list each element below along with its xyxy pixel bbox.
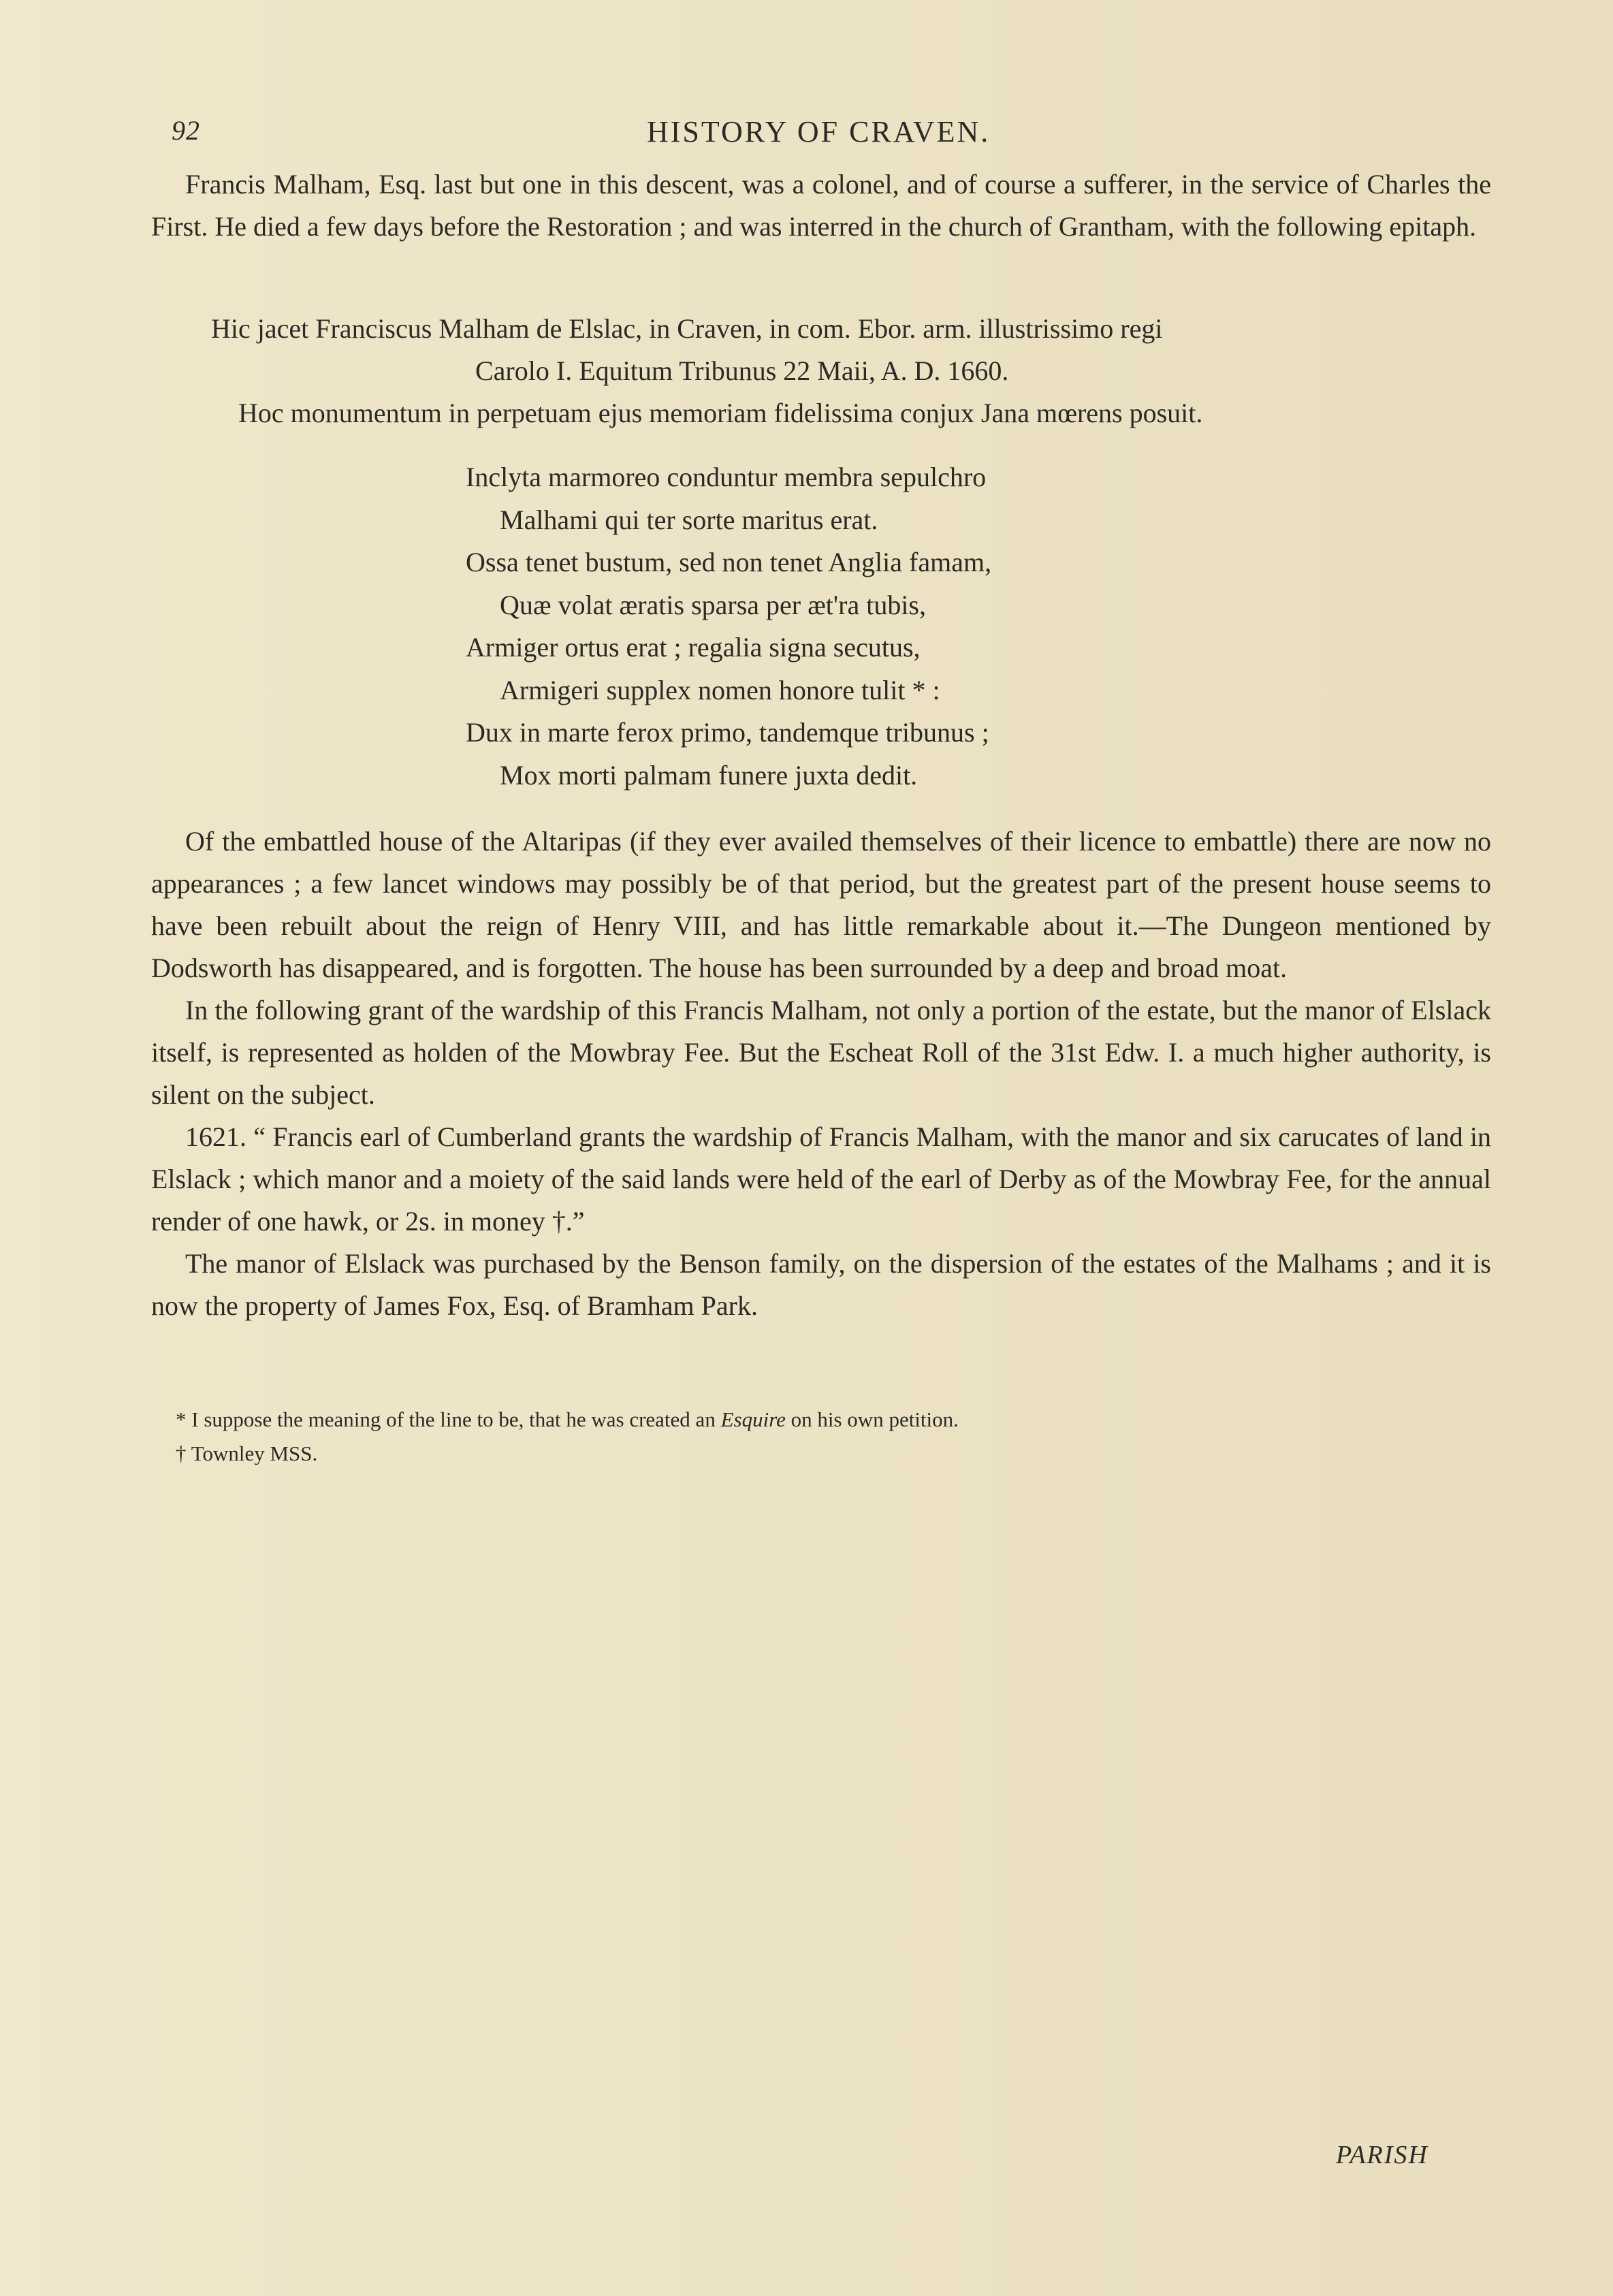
body-paragraph-1: Of the embattled house of the Altaripas (if they ever availed themselves of their licence to embattle) there are now no appearances ; a few lancet windows may possibly be of that period, but the greatest part of the present house seems to have been rebuilt about the reign of Henry VIII, and has little remarkable about it.—The Dungeon mentioned by Dodsworth has disappeared, and is forgotten. The house has been surrounded by a deep and broad moat. — [151, 826, 1491, 983]
footnote-1-text-end: on his own petition. — [785, 1407, 959, 1431]
verse-line-3: Ossa tenet bustum, sed non tenet Anglia famam, — [466, 547, 992, 577]
running-title: HISTORY OF CRAVEN. — [647, 115, 991, 148]
verse-line-2: Malhami qui ter sorte maritus erat. — [500, 504, 878, 535]
body-paragraph-2: In the following grant of the wardship of this Francis Malham, not only a portion of the estate, but the manor of Elslack itself, is represented as holden of the Mowbray Fee. But the Escheat Roll of the 31st Edw. I. a much higher authority, is silent on the subject. — [151, 995, 1491, 1110]
footnote-mark-dagger: † — [176, 1441, 187, 1465]
epitaph-line-2: Carolo I. Equitum Tribunus 22 Maii, A. D. 1660. — [475, 355, 1009, 386]
verse-line-7: Dux in marte ferox primo, tandemque tribunus ; — [466, 717, 989, 748]
footnote-1-italic: Esquire — [720, 1407, 786, 1431]
body-section — [151, 820, 1491, 1327]
intro-section — [151, 163, 1491, 248]
verse-line-1: Inclyta marmoreo conduntur membra sepulchro — [466, 462, 987, 492]
footnote-mark-asterisk: * — [176, 1407, 187, 1431]
verse-line-5: Armiger ortus erat ; regalia signa secutus, — [466, 632, 921, 663]
page-header — [0, 114, 1613, 148]
epitaph-prose — [151, 308, 1491, 434]
body-paragraph-3: 1621. “ Francis earl of Cumberland grants the wardship of Francis Malham, with the manor and six carucates of land in Elslack ; which manor and a moiety of the said lands were held of the earl of Derby as of the Mowbray Fee, for the annual render of one hawk, or 2s. in money †.” — [151, 1121, 1491, 1237]
epitaph-verse — [466, 456, 1215, 797]
catchword: PARISH — [1336, 2141, 1428, 2169]
epitaph-line-3: Hoc monumentum in perpetuam ejus memoriam fidelissima conjux Jana mœrens posuit. — [238, 398, 1203, 428]
verse-line-4: Quæ volat æratis sparsa per æt'ra tubis, — [500, 589, 926, 620]
body-paragraph-4: The manor of Elslack was purchased by the Benson family, on the dispersion of the estates of the Malhams ; and it is now the property of James Fox, Esq. of Bramham Park. — [151, 1248, 1491, 1321]
verse-line-6: Armigeri supplex nomen honore tulit * : — [500, 674, 940, 705]
footnote-1 — [176, 1403, 1401, 1437]
footnote-2 — [176, 1437, 1401, 1471]
verse-line-8: Mox morti palmam funere juxta dedit. — [500, 759, 918, 791]
page-number: 92 — [172, 115, 200, 146]
intro-paragraph: Francis Malham, Esq. last but one in this descent, was a colonel, and of course a sufferer, in the service of Charles the First. He died a few days before the Restoration ; and was interred in the church of Grantham, with the following epitaph. — [151, 169, 1491, 242]
footnote-1-text-start: I suppose the meaning of the line to be, that he was created an — [191, 1407, 721, 1431]
footnote-2-text: Townley MSS. — [191, 1441, 318, 1465]
epitaph-line-1: Hic jacet Franciscus Malham de Elslac, in Craven, in com. Ebor. arm. illustrissimo regi — [211, 313, 1163, 344]
footnotes — [176, 1403, 1401, 1471]
